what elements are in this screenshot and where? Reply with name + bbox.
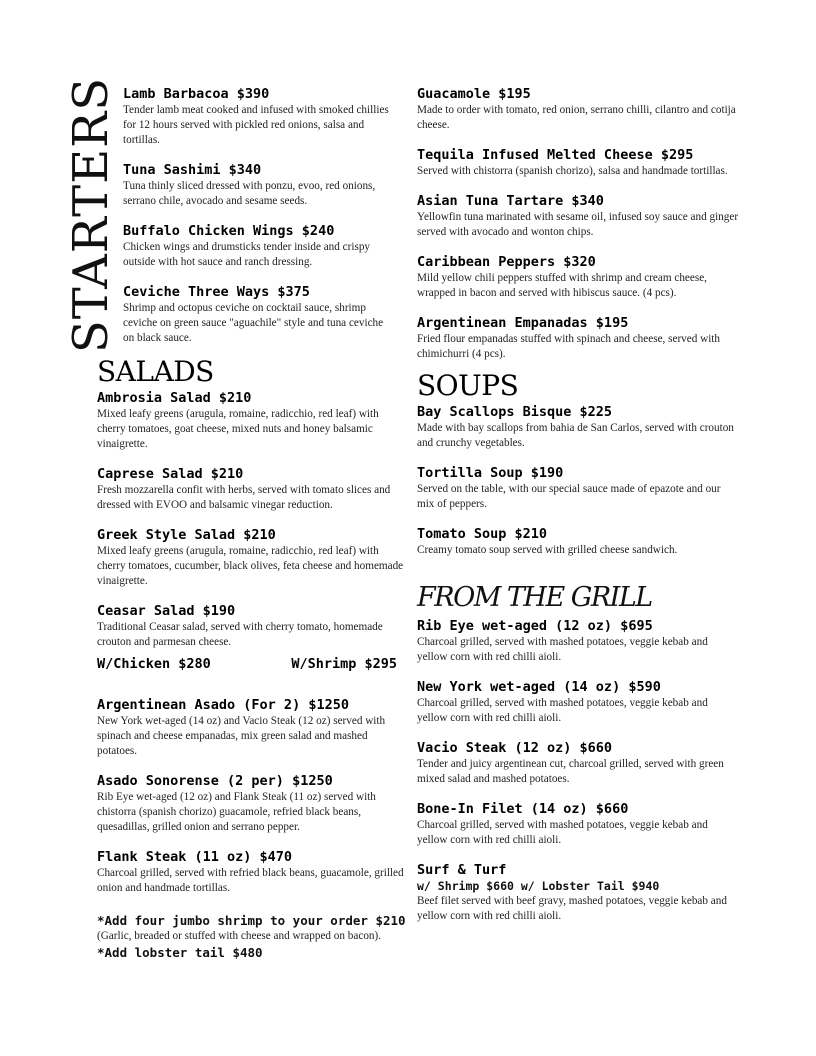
item-description: Charcoal grilled, served with mashed potatoes, veggie kebab and yellow corn with red chilli aioli. <box>417 636 708 663</box>
item-description: Tender lamb meat cooked and infused with smoked chillies for 12 hours served with pickled red onions, salsa and tortillas. <box>123 104 389 146</box>
menu-item <box>417 315 739 362</box>
menu-item <box>123 284 393 346</box>
item-name: Surf & Turf <box>417 862 507 878</box>
starters-left-column <box>123 86 393 360</box>
menu-item <box>417 801 739 848</box>
menu-item <box>417 740 739 787</box>
item-name: New York wet-aged (14 oz) $590 <box>417 679 661 695</box>
item-name: Tortilla Soup $190 <box>417 465 564 481</box>
menu-item <box>97 849 409 896</box>
menu-item <box>97 466 409 513</box>
menu-item <box>123 86 393 148</box>
item-description: Chicken wings and drumsticks tender inside and crispy outside with hot sauce and ranch dressing. <box>123 241 371 268</box>
item-name: Tequila Infused Melted Cheese $295 <box>417 147 694 163</box>
item-description: Beef filet served with beef gravy, mashed potatoes, veggie kebab and yellow corn with red chilli aioli. <box>417 895 727 922</box>
item-description: Made to order with tomato, red onion, serrano chilli, cilantro and cotija cheese. <box>417 104 736 131</box>
item-name: Bay Scallops Bisque $225 <box>417 404 613 420</box>
addon-chicken: W/Chicken $280 <box>97 656 211 672</box>
item-name: Tuna Sashimi $340 <box>123 162 262 178</box>
menu-item <box>97 390 409 452</box>
menu-item <box>417 618 739 665</box>
menu-item <box>97 527 409 589</box>
right-column <box>417 86 739 938</box>
add-lobster-note: *Add lobster tail $480 <box>97 945 263 960</box>
item-name: Tomato Soup $210 <box>417 526 548 542</box>
menu-item <box>123 223 393 270</box>
menu-item <box>97 603 409 650</box>
item-name: Asian Tuna Tartare $340 <box>417 193 604 209</box>
addon-shrimp: W/Shrimp $295 <box>291 656 397 672</box>
item-description: Served on the table, with our special sauce made of epazote and our mix of peppers. <box>417 483 721 510</box>
item-name: Caribbean Peppers $320 <box>417 254 596 270</box>
item-description: Rib Eye wet-aged (12 oz) and Flank Steak (11 oz) served with chistorra (spanish chorizo) guacamole, refried black beans, quesadillas, grilled onion and serrano pepper. <box>97 791 376 833</box>
menu-item <box>417 193 739 240</box>
item-description: Charcoal grilled, served with mashed potatoes, veggie kebab and yellow corn with red chilli aioli. <box>417 697 708 724</box>
item-name: Lamb Barbacoa $390 <box>123 86 270 102</box>
menu-item <box>97 697 409 759</box>
item-name: Bone-In Filet (14 oz) $660 <box>417 801 629 817</box>
item-description: Made with bay scallops from bahia de San Carlos, served with crouton and crunchy vegetables. <box>417 422 734 449</box>
item-name: Vacio Steak (12 oz) $660 <box>417 740 613 756</box>
item-description: Fried flour empanadas stuffed with spinach and cheese, served with chimichurri (4 pcs). <box>417 333 721 360</box>
item-name: Guacamole $195 <box>417 86 531 102</box>
menu-item <box>417 679 739 726</box>
item-name: Caprese Salad $210 <box>97 466 244 482</box>
item-description: Creamy tomato soup served with grilled cheese sandwich. <box>417 544 678 556</box>
item-name: Flank Steak (11 oz) $470 <box>97 849 293 865</box>
ceasar-addons <box>97 656 397 673</box>
soups-heading: SOUPS <box>417 369 519 402</box>
item-description: Tuna thinly sliced dressed with ponzu, evoo, red onions, serrano chile, avocado and sesame seeds. <box>123 180 376 207</box>
item-description: Mixed leafy greens (arugula, romaine, radicchio, red leaf) with cherry tomatoes, cucumber, black olives, feta cheese and homemade vinaigrette. <box>97 545 404 587</box>
starters-heading: STARTERS <box>63 76 119 354</box>
item-name: Ambrosia Salad $210 <box>97 390 252 406</box>
item-description: Served with chistorra (spanish chorizo), salsa and handmade tortillas. <box>417 165 728 177</box>
add-shrimp-note: *Add four jumbo shrimp to your order $210 <box>97 913 406 928</box>
item-name: Argentinean Empanadas $195 <box>417 315 629 331</box>
salads-heading: SALADS <box>97 355 214 388</box>
item-description: Charcoal grilled, served with mashed potatoes, veggie kebab and yellow corn with red chilli aioli. <box>417 819 708 846</box>
item-description: Shrimp and octopus ceviche on cocktail sauce, shrimp ceviche on green sauce "aguachile" style and tuna ceviche on black sauce. <box>123 302 384 344</box>
item-name: Asado Sonorense (2 per) $1250 <box>97 773 333 789</box>
item-name: Rib Eye wet-aged (12 oz) $695 <box>417 618 653 634</box>
item-name: Ceasar Salad $190 <box>97 603 236 619</box>
menu-item <box>417 147 739 179</box>
menu-item <box>417 254 739 301</box>
item-description: Charcoal grilled, served with refried black beans, guacamole, grilled onion and handmade tortillas. <box>97 867 404 894</box>
item-options: w/ Shrimp $660 w/ Lobster Tail $940 <box>417 879 660 893</box>
menu-item <box>417 526 739 558</box>
add-shrimp-description: (Garlic, breaded or stuffed with cheese and wrapped on bacon). <box>97 930 382 942</box>
item-description: Yellowfin tuna marinated with sesame oil, infused soy sauce and ginger served with avocado and wonton chips. <box>417 211 739 238</box>
item-description: Mild yellow chili peppers stuffed with shrimp and cream cheese, wrapped in bacon and served with hibiscus sauce. (4 pcs). <box>417 272 707 299</box>
menu-item <box>417 465 739 512</box>
item-description: Tender and juicy argentinean cut, charcoal grilled, served with green mixed salad and mashed potatoes. <box>417 758 724 785</box>
item-description: Mixed leafy greens (arugula, romaine, radicchio, red leaf) with cherry tomatoes, goat cheese, mixed nuts and honey balsamic vinaigrette. <box>97 408 379 450</box>
menu-item <box>123 162 393 209</box>
extras-notes <box>97 912 409 961</box>
item-name: Argentinean Asado (For 2) $1250 <box>97 697 349 713</box>
salads-column <box>97 356 409 961</box>
item-name: Ceviche Three Ways $375 <box>123 284 310 300</box>
item-description: Fresh mozzarella confit with herbs, served with tomato slices and dressed with EVOO and balsamic vinegar reduction. <box>97 484 391 511</box>
item-description: New York wet-aged (14 oz) and Vacio Steak (12 oz) served with spinach and cheese empanadas, mix green salad and mashed potatoes. <box>97 715 386 757</box>
menu-item-surf-turf <box>417 862 739 924</box>
grill-heading: FROM THE GRILL <box>417 582 652 613</box>
item-name: Buffalo Chicken Wings $240 <box>123 223 335 239</box>
menu-item <box>417 86 739 133</box>
item-name: Greek Style Salad $210 <box>97 527 276 543</box>
item-description: Traditional Ceasar salad, served with cherry tomato, homemade crouton and parmesan cheese. <box>97 621 383 648</box>
menu-item <box>97 773 409 835</box>
menu-item <box>417 404 739 451</box>
